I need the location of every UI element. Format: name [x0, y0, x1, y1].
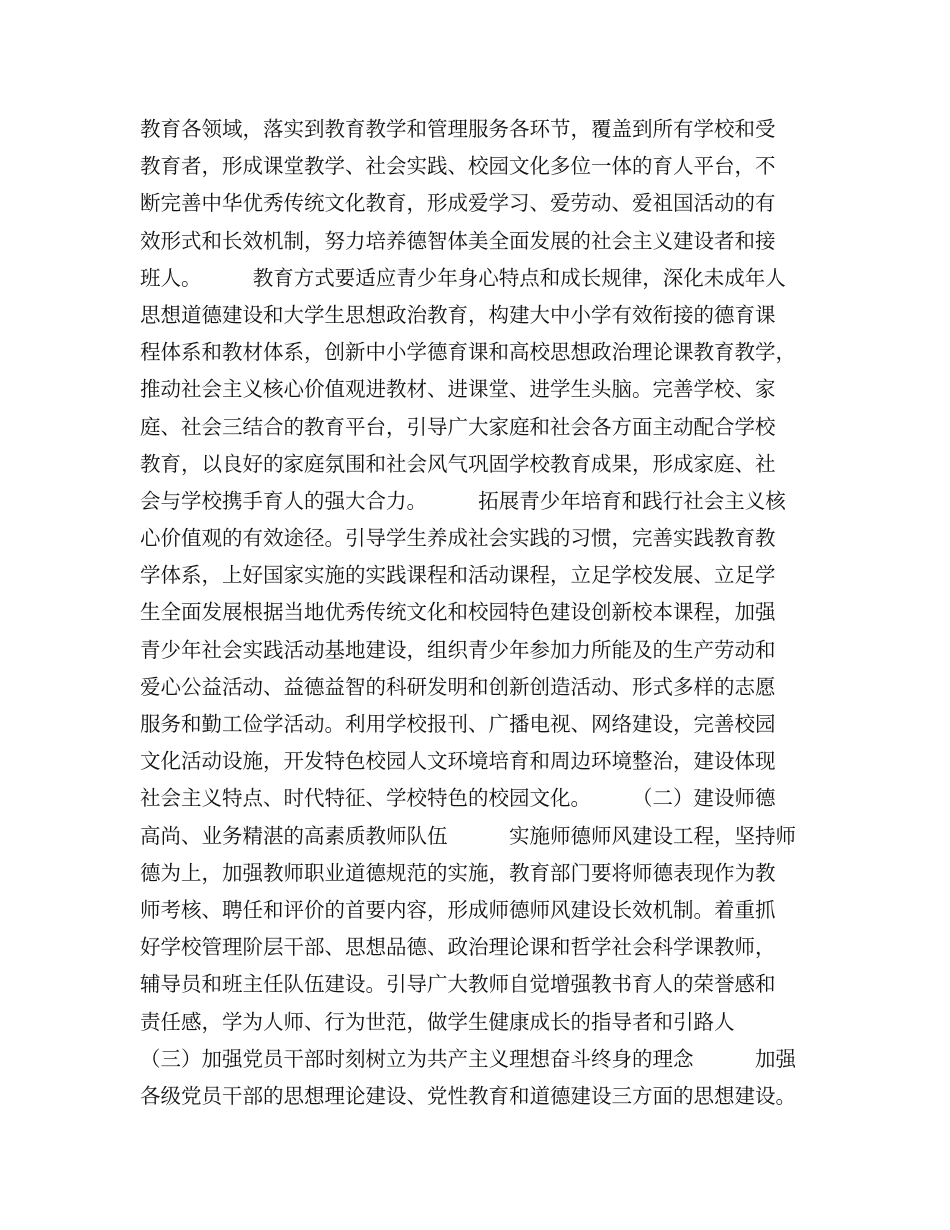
- text-line: 社会主义特点、时代特征、学校特色的校园文化。 （二）建设师德: [140, 786, 776, 811]
- text-line: 推动社会主义核心价值观进教材、进课堂、进学生头脑。完善学校、家: [140, 377, 776, 402]
- text-line: 师考核、聘任和评价的首要内容，形成师德师风建设长效机制。着重抓: [140, 897, 776, 922]
- text-line: （三）加强党员干部时刻树立为共产主义理想奋斗终身的理念 加强: [140, 1046, 796, 1071]
- text-line: 思想道德建设和大学生思想政治教育，构建大中小学有效衔接的德育课: [140, 302, 776, 327]
- text-line: 德为上，加强教师职业道德规范的实施，教育部门要将师德表现作为教: [140, 860, 776, 885]
- text-line: 庭、社会三结合的教育平台，引导广大家庭和社会各方面主动配合学校: [140, 414, 776, 439]
- text-line: 教育者，形成课堂教学、社会实践、校园文化多位一体的育人平台，不: [140, 154, 776, 179]
- text-line: 心价值观的有效途径。引导学生养成社会实践的习惯，完善实践教育教: [140, 526, 776, 551]
- text-line: 爱心公益活动、益德益智的科研发明和创新创造活动、形式多样的志愿: [140, 674, 776, 699]
- text-line: 效形式和长效机制，努力培养德智体美全面发展的社会主义建设者和接: [140, 228, 776, 253]
- text-line: 生全面发展根据当地优秀传统文化和校园特色建设创新校本课程，加强: [140, 600, 776, 625]
- text-line: 好学校管理阶层干部、思想品德、政治理论课和哲学社会科学课教师，: [140, 935, 776, 960]
- text-line: 教育，以良好的家庭氛围和社会风气巩固学校教育成果，形成家庭、社: [140, 451, 776, 476]
- text-line: 责任感，学为人师、行为世范，做学生健康成长的指导者和引路人: [140, 1009, 796, 1034]
- text-line: 高尚、业务精湛的高素质教师队伍 实施师德师风建设工程，坚持师: [140, 823, 796, 848]
- text-line: 断完善中华优秀传统文化教育，形成爱学习、爱劳动、爱祖国活动的有: [140, 191, 776, 216]
- text-line: 程体系和教材体系，创新中小学德育课和高校思想政治理论课教育教学，: [140, 340, 796, 365]
- text-line: 班人。 教育方式要适应青少年身心特点和成长规律，深化未成年人: [140, 265, 786, 290]
- text-line: 各级党员干部的思想理论建设、党性教育和道德建设三方面的思想建设。: [140, 1083, 796, 1108]
- text-line: 学体系，上好国家实施的实践课程和活动课程，立足学校发展、立足学: [140, 563, 776, 588]
- text-line: 青少年社会实践活动基地建设，组织青少年参加力所能及的生产劳动和: [140, 637, 776, 662]
- text-line: 文化活动设施，开发特色校园人文环境培育和周边环境整治，建设体现: [140, 749, 776, 774]
- text-line: 辅导员和班主任队伍建设。引导广大教师自觉增强教书育人的荣誉感和: [140, 972, 776, 997]
- text-line: 教育各领域，落实到教育教学和管理服务各环节，覆盖到所有学校和受: [140, 117, 776, 141]
- text-line: 会与学校携手育人的强大合力。 拓展青少年培育和践行社会主义核: [140, 488, 786, 513]
- text-line: 服务和勤工俭学活动。利用学校报刊、广播电视、网络建设，完善校园: [140, 712, 776, 736]
- body-text: [140, 111, 830, 1115]
